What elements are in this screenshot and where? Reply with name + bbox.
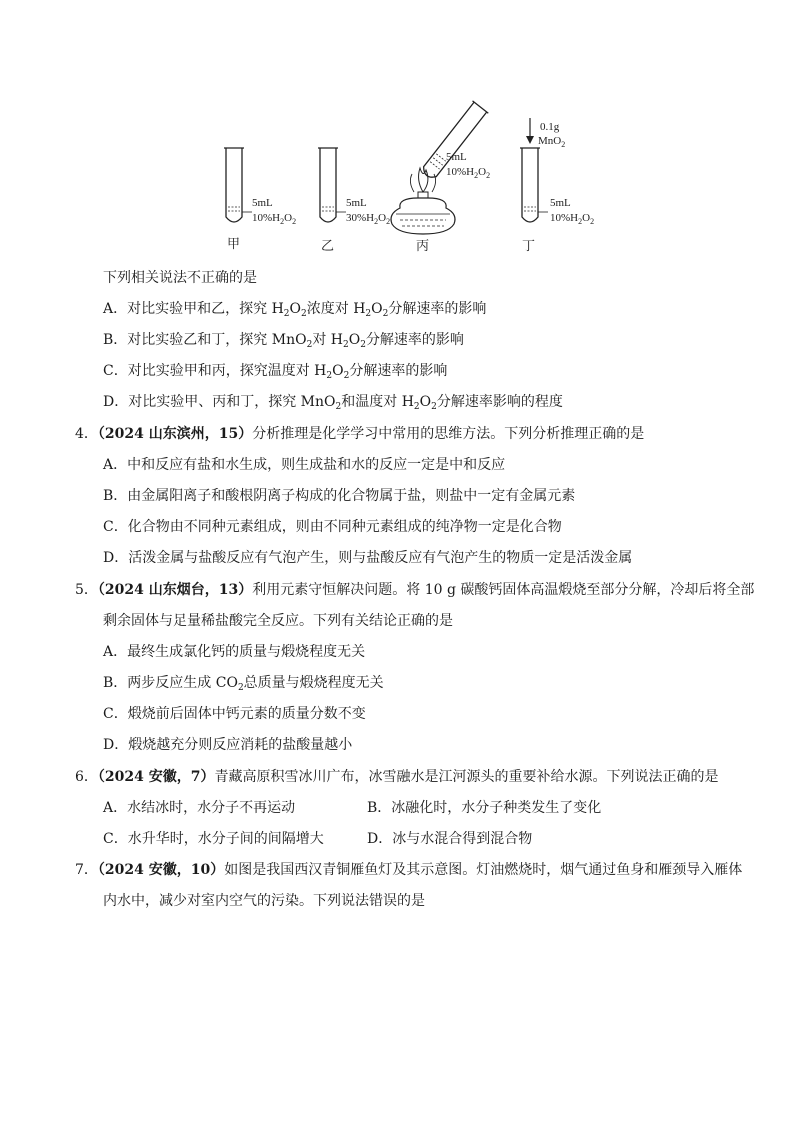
q3-stem: 下列相关说法不正确的是 [103, 270, 257, 286]
tube-ding-solution: $10\%H_2O_2$ [550, 212, 595, 226]
tube-yi-solution: $30\%H_2O_2$ [346, 212, 391, 226]
q5-option-b: B．两步反应生成 $CO_2$总质量与煅烧程度无关 [103, 675, 384, 693]
q4-option-c: C．化合物由不同种元素组成，则由不同种元素组成的纯净物一定是化合物 [103, 519, 562, 535]
q6-source: （2024 安徽，7） [97, 769, 215, 785]
q3-option-c: C．对比实验甲和丙，探究温度对 $H_2O_2$分解速率的影响 [103, 363, 448, 381]
tube-bing-solution: $10\%H_2O_2$ [446, 166, 491, 180]
reagent-mass: 0.1g [540, 121, 560, 133]
tube-bing [391, 101, 490, 254]
reagent-name: MnO$_2$ [538, 135, 566, 149]
q6-option-d: D．冰与水混合得到混合物 [367, 831, 533, 847]
tube-ding-volume: 5mL [550, 197, 571, 209]
tube-jia-volume: 5mL [252, 197, 273, 209]
test-tube-diagram [210, 100, 630, 260]
q4-option-d: D．活泼金属与盐酸反应有气泡产生，则与盐酸反应有气泡产生的物质一定是活泼金属 [103, 550, 633, 566]
q4-source: （2024 山东滨州，15） [97, 426, 253, 442]
q4-stem: 4．（2024 山东滨州，15）分析推理是化学学习中常用的思维方法。下列分析推理正确的是 [75, 426, 645, 442]
q6-option-b: B．冰融化时，水分子种类发生了变化 [367, 800, 602, 816]
q3-option-a: A．对比实验甲和乙，探究 $H_2O_2$浓度对 $H_2O_2$分解速率的影响 [103, 301, 487, 319]
q3-option-d: D．对比实验甲、丙和丁，探究 MnO$_2$和温度对 $H_2O_2$分解速率影响的程度 [103, 394, 563, 412]
q7-stem: 7．（2024 安徽，10）如图是我国西汉青铜雁鱼灯及其示意图。灯油燃烧时，烟气通过鱼身和雁颈导入雁体 [75, 862, 743, 878]
q4-option-a: A．中和反应有盐和水生成，则生成盐和水的反应一定是中和反应 [103, 457, 506, 473]
tube-bing-caption: 丙 [416, 239, 430, 254]
q5-source: （2024 山东烟台，13） [97, 582, 253, 598]
q5-option-a: A．最终生成氯化钙的质量与煅烧程度无关 [103, 644, 366, 660]
q5-option-c: C．煅烧前后固体中钙元素的质量分数不变 [103, 706, 366, 722]
q4-option-b: B．由金属阳离子和酸根阴离子构成的化合物属于盐，则盐中一定有金属元素 [103, 488, 576, 504]
q6-stem: 6．（2024 安徽，7）青藏高原积雪冰川广布，冰雪融水是江河源头的重要补给水源。下列说法正确的是 [75, 769, 719, 785]
q6-option-a: A．水结冰时，水分子不再运动 [103, 800, 296, 816]
q5-stem: 5．（2024 山东烟台，13）利用元素守恒解决问题。将 10 g 碳酸钙固体高温煅烧至部分分解，冷却后将全部 [75, 582, 755, 598]
experiment-figure [210, 100, 630, 260]
tube-ding-caption: 丁 [522, 239, 536, 254]
tube-jia-caption: 甲 [227, 237, 241, 252]
q5-stem-cont: 剩余固体与足量稀盐酸完全反应。下列有关结论正确的是 [103, 613, 453, 629]
tube-yi [318, 148, 390, 254]
q7-source: （2024 安徽，10） [97, 862, 225, 878]
tube-yi-volume: 5mL [346, 197, 367, 209]
tube-jia [224, 148, 296, 252]
q5-option-d: D．煅烧越充分则反应消耗的盐酸量越小 [103, 737, 353, 753]
q6-option-c: C．水升华时，水分子间的间隔增大 [103, 831, 324, 847]
tube-bing-volume: 5mL [446, 151, 467, 163]
q3-option-b: B．对比实验乙和丁，探究 MnO$_2$对 $H_2O_2$分解速率的影响 [103, 332, 464, 350]
q7-stem-cont: 内水中，减少对室内空气的污染。下列说法错误的是 [103, 893, 425, 909]
tube-ding [520, 118, 594, 254]
tube-jia-solution: $10\%H_2O_2$ [252, 212, 297, 226]
tube-yi-caption: 乙 [321, 239, 335, 254]
